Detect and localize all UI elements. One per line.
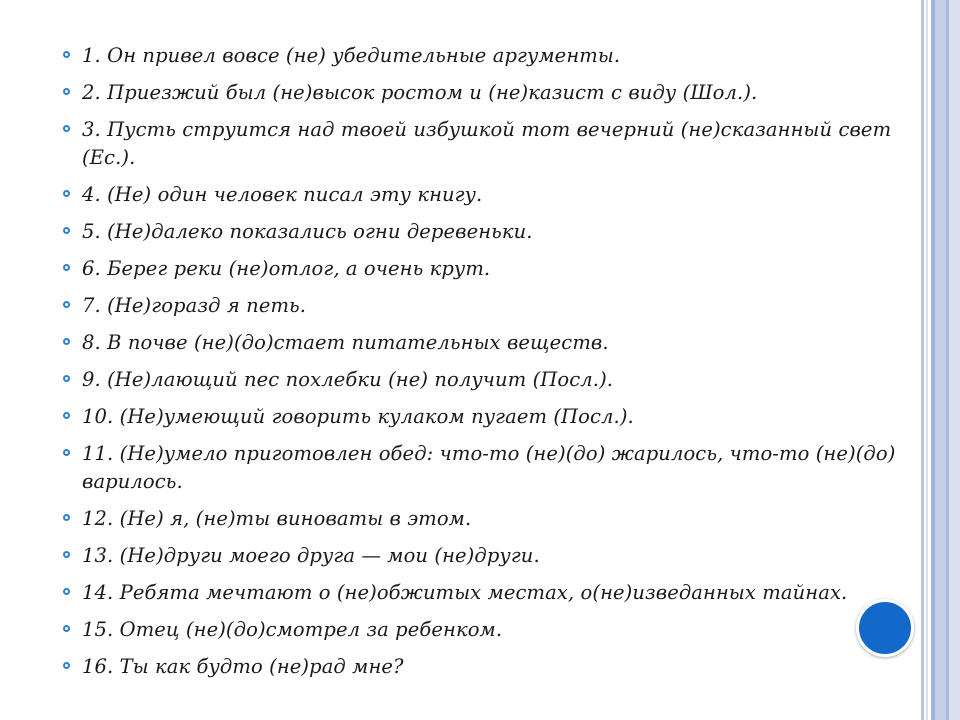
list-item-text: 16. Ты как будто (не)рад мне? xyxy=(82,655,404,678)
list-item-text: 3. Пусть струится над твоей избушкой тот вечерний (не)сказанный свет (Ес.). xyxy=(82,118,892,169)
list-item-text: 7. (Не)горазд я петь. xyxy=(82,294,307,317)
list-item xyxy=(62,366,912,394)
decorative-stripe xyxy=(921,0,924,720)
decorative-stripe xyxy=(926,0,928,720)
list-item-text: 12. (Не) я, (не)ты виноваты в этом. xyxy=(82,507,472,530)
bullet-icon xyxy=(63,412,70,419)
list-item-text: 2. Приезжий был (не)высок ростом и (не)казист с виду (Шол.). xyxy=(82,81,758,104)
bullet-icon xyxy=(63,588,70,595)
list-item xyxy=(62,79,912,107)
list-item xyxy=(62,218,912,246)
list-item xyxy=(62,329,912,357)
list-item-text: 11. (Не)умело приготовлен обед: что-то (не)(до) жарилось, что-то (не)(до) варилось. xyxy=(82,442,896,493)
bullet-icon xyxy=(63,264,70,271)
list-item xyxy=(62,181,912,209)
list-item-text: 8. В почве (не)(до)стает питательных веществ. xyxy=(82,331,609,354)
bullet-icon xyxy=(63,551,70,558)
list-item xyxy=(62,579,912,607)
bullet-icon xyxy=(63,625,70,632)
list-item-text: 15. Отец (не)(до)смотрел за ребенком. xyxy=(82,618,503,641)
decorative-stripe xyxy=(949,0,960,720)
list-item-text: 10. (Не)умеющий говорить кулаком пугает (Посл.). xyxy=(82,405,634,428)
bullet-icon xyxy=(63,514,70,521)
list-item xyxy=(62,403,912,431)
bullet-icon xyxy=(63,227,70,234)
list-item-text: 6. Берег реки (не)отлог, а очень крут. xyxy=(82,257,491,280)
list-item-text: 14. Ребята мечтают о (не)обжитых местах, о(не)изведанных тайнах. xyxy=(82,581,848,604)
list-item xyxy=(62,542,912,570)
bullet-icon xyxy=(63,662,70,669)
bullet-icon xyxy=(63,88,70,95)
list-item xyxy=(62,653,912,681)
bullet-icon xyxy=(63,449,70,456)
list-item-text: 5. (Не)далеко показались огни деревеньки. xyxy=(82,220,533,243)
bullet-icon xyxy=(63,125,70,132)
sentence-list xyxy=(62,42,912,690)
bullet-icon xyxy=(63,338,70,345)
list-item-text: 13. (Не)други моего друга — мои (не)други. xyxy=(82,544,540,567)
bullet-icon xyxy=(63,375,70,382)
list-item xyxy=(62,292,912,320)
bullet-icon xyxy=(63,51,70,58)
list-item-text: 9. (Не)лающий пес похлебки (не) получит (Посл.). xyxy=(82,368,614,391)
decorative-stripe xyxy=(935,0,946,720)
bullet-icon xyxy=(63,190,70,197)
list-item-text: 1. Он привел вовсе (не) убедительные аргументы. xyxy=(82,44,621,67)
list-item xyxy=(62,255,912,283)
list-item xyxy=(62,42,912,70)
action-circle-button[interactable] xyxy=(856,599,914,657)
list-item xyxy=(62,116,912,172)
list-item xyxy=(62,505,912,533)
list-item xyxy=(62,440,912,496)
bullet-icon xyxy=(63,301,70,308)
list-item xyxy=(62,616,912,644)
list-item-text: 4. (Не) один человек писал эту книгу. xyxy=(82,183,483,206)
